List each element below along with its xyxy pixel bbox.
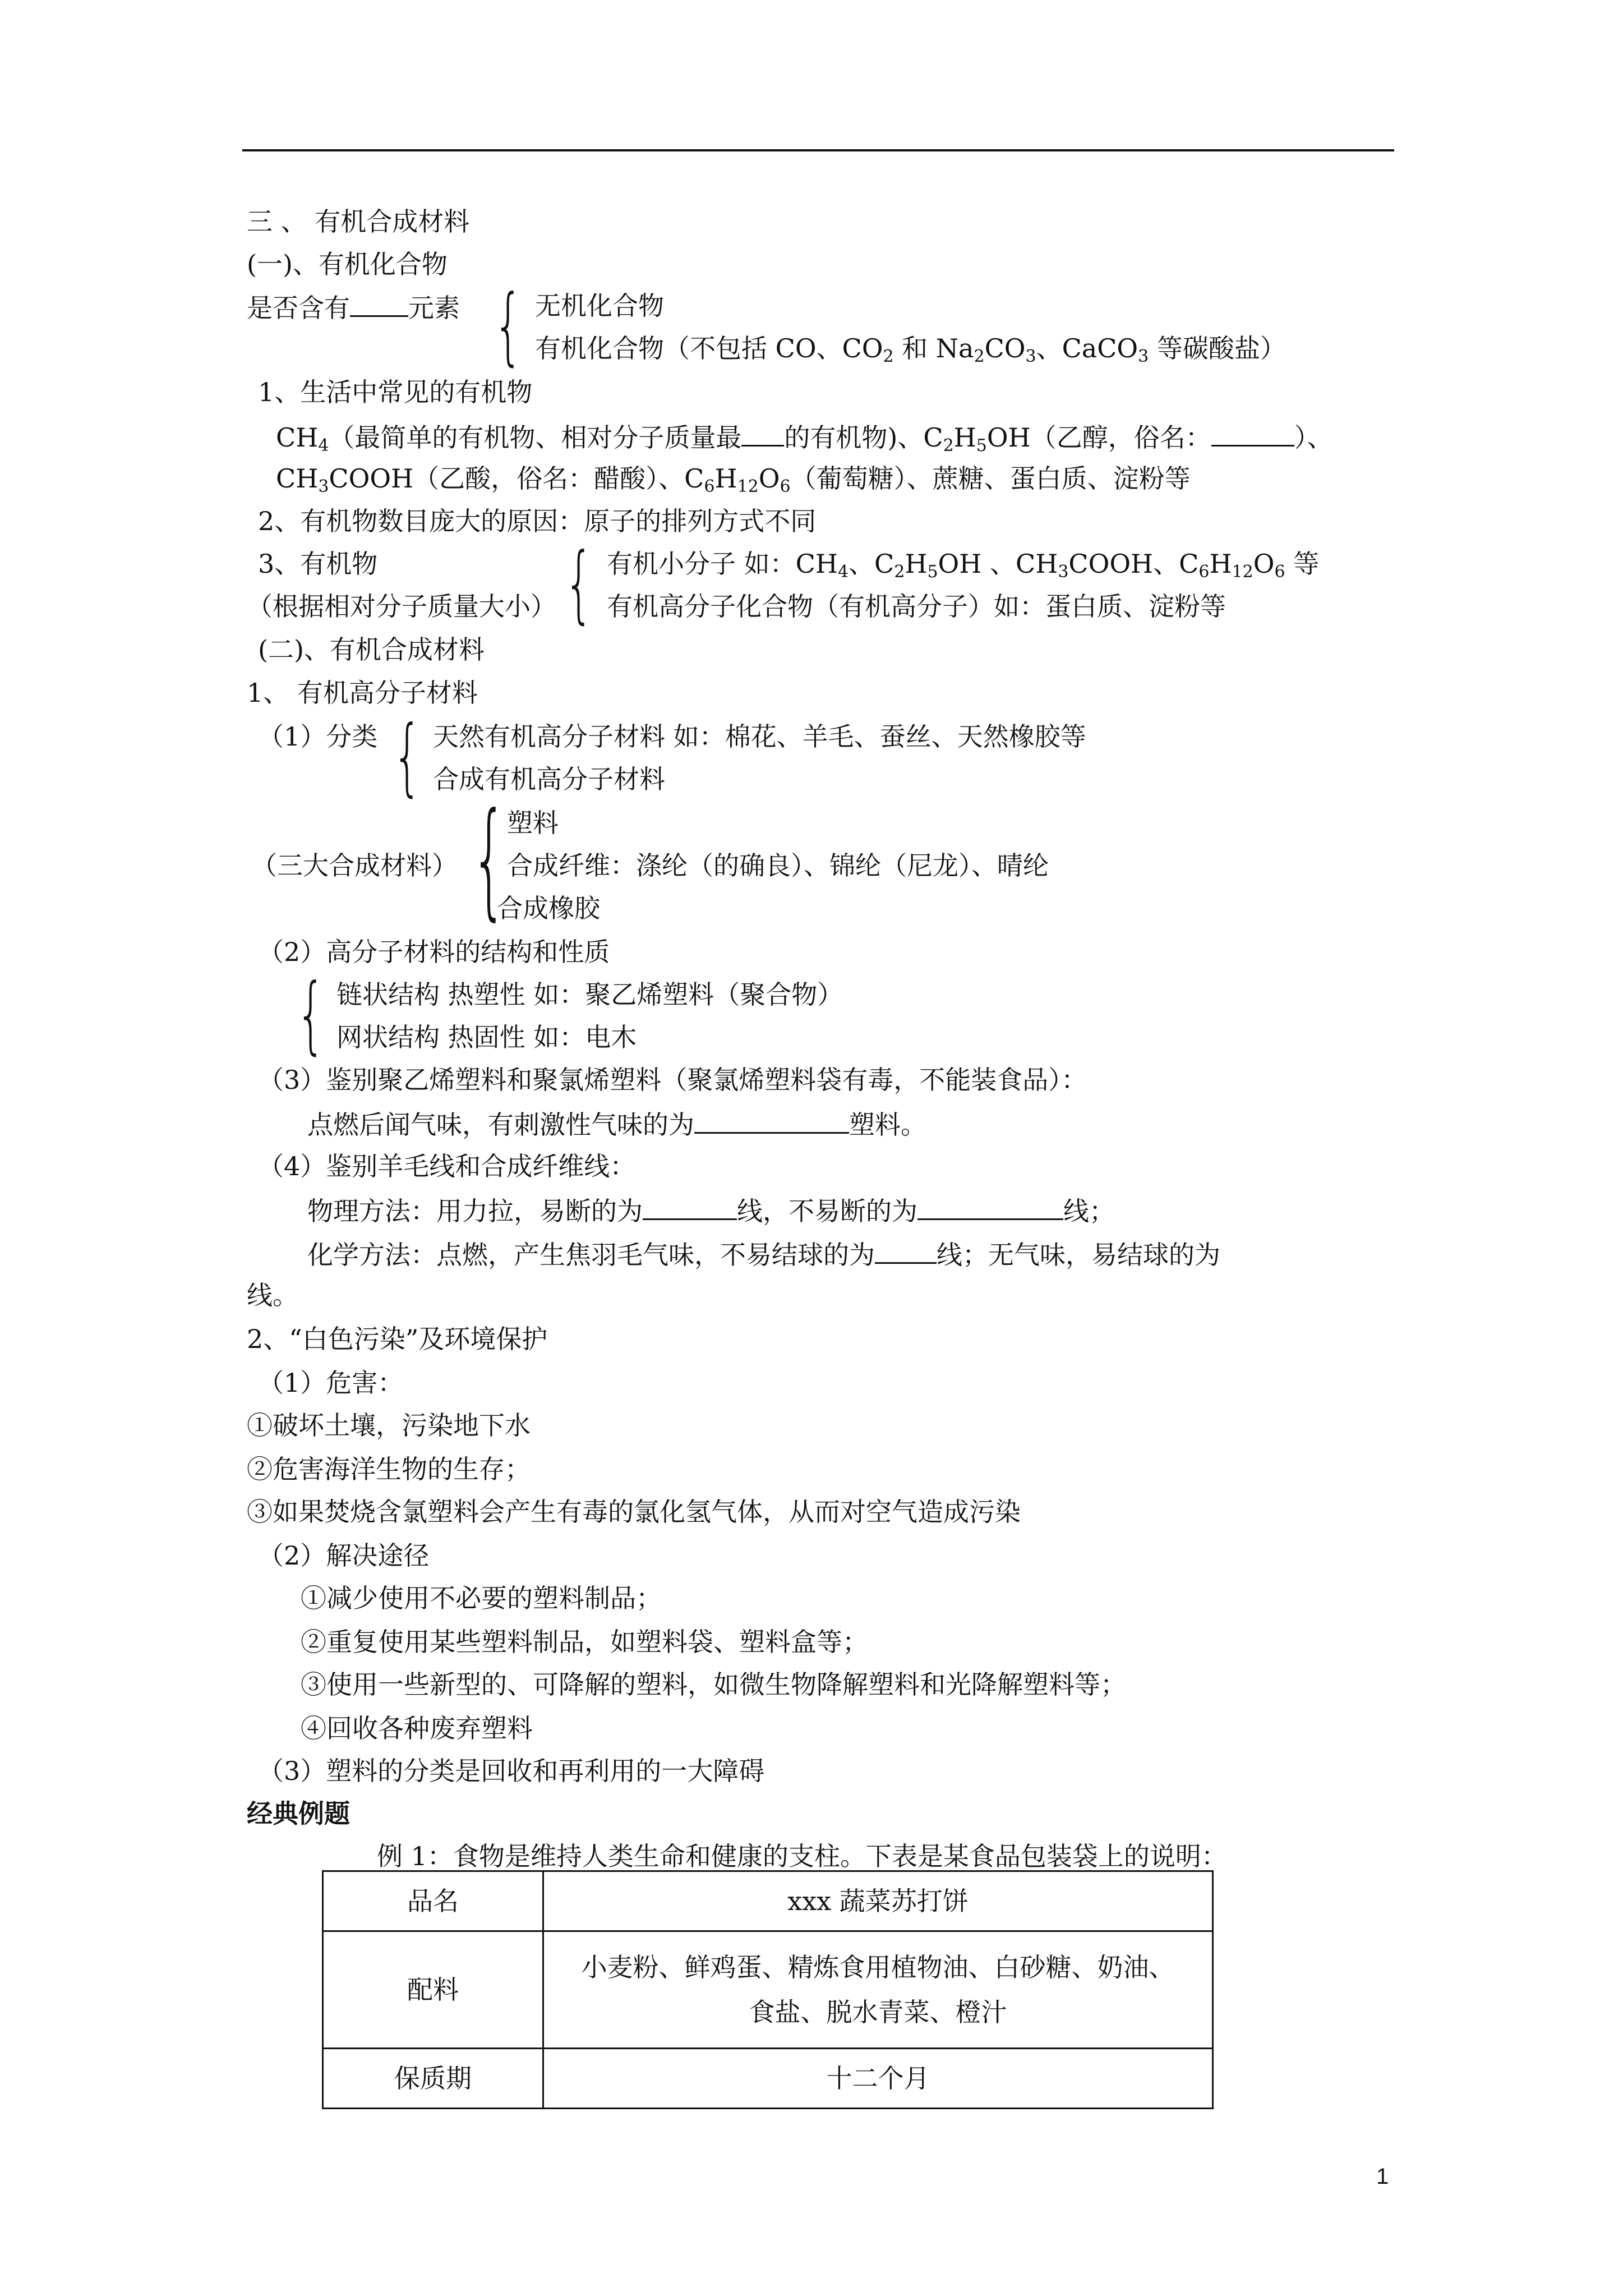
harm-1: ①破坏土壤，污染地下水	[247, 1410, 531, 1441]
structure-heading: （2）高分子材料的结构和性质	[258, 937, 610, 967]
physical-method: 物理方法：用力拉，易断的为 线，不易断的为 线；	[307, 1196, 1115, 1226]
common-organics-line1: $CH_4$（最简单的有机物、相对分子质量最 的有机物)、$C_2H_5OH$（乙醇，俗名： ）、	[276, 422, 1333, 455]
ingredients-value: 小麦粉、鲜鸡蛋、精炼食用植物油、白砂糖、奶油、 食盐、脱水青菜、橙汁	[543, 1931, 1213, 2049]
classification-question: 是否含有 元素	[247, 293, 460, 323]
product-name-label: 品名	[323, 1871, 543, 1931]
network-structure: 网状结构 热固性 如：电木	[336, 1022, 637, 1052]
identify-plastic-heading: （3）鉴别聚乙烯塑料和聚氯烯塑料（聚氯烯塑料袋有毒，不能装食品）：	[258, 1065, 1087, 1095]
identify-fiber-heading: （4）鉴别羊毛线和合成纤维线：	[258, 1151, 636, 1181]
polymer-heading: 1、 有机高分子材料	[247, 678, 478, 708]
natural-synthetic-brace: {	[393, 708, 422, 806]
organic-compound: 有机化合物（不包括 CO、$CO_2$ 和 $Na_2CO_3$、CaCO$_3$ 等碳酸盐）	[535, 333, 1286, 366]
organic-size-brace: {	[564, 535, 594, 633]
harm-2: ②危害海洋生物的生存；	[247, 1454, 531, 1484]
table-row	[323, 1871, 1213, 1931]
blank-physical-hard[interactable]	[917, 1196, 1063, 1220]
solution-2: ②重复使用某些塑料制品，如塑料袋、塑料盒等；	[301, 1627, 868, 1657]
chain-structure: 链状结构 热塑性 如：聚乙烯塑料（聚合物）	[336, 979, 843, 1010]
white-pollution-heading: 2、“白色污染”及环境保护	[247, 1324, 548, 1354]
identify-plastic-text: 点燃后闻气味，有刺激性气味的为 塑料。	[307, 1110, 926, 1140]
plastic: 塑料	[507, 808, 559, 838]
synthetic-fiber: 合成纤维：涤纶（的确良）、锦纶（尼龙）、晴纶	[507, 850, 1049, 881]
product-name-value: xxx 蔬菜苏打饼	[543, 1871, 1213, 1931]
organic-quantity-reason: 2、有机物数目庞大的原因：原子的排列方式不同	[258, 506, 817, 536]
header-rule	[242, 149, 1394, 151]
solution-1: ①减少使用不必要的塑料制品；	[301, 1583, 662, 1613]
shelf-life-label: 保质期	[323, 2049, 543, 2109]
inorganic-compound: 无机化合物	[535, 291, 664, 321]
ingredients-label: 配料	[323, 1931, 543, 2049]
examples-heading: 经典例题	[247, 1798, 350, 1829]
blank-chemical-first[interactable]	[875, 1240, 937, 1264]
food-label-table	[322, 1870, 1214, 2109]
blank-ethanol-name[interactable]	[1211, 422, 1294, 447]
solution-heading: （2）解决途径	[258, 1540, 430, 1571]
classification-label: （1）分类	[258, 721, 378, 752]
harm-heading: （1）危害：	[258, 1368, 404, 1398]
blank-plastic[interactable]	[694, 1110, 849, 1134]
part2-heading: (二)、有机合成材料	[258, 634, 485, 665]
solution-4: ④回收各种废弃塑料	[301, 1713, 533, 1743]
chemical-method-end: 线。	[247, 1280, 298, 1310]
blank-smallest[interactable]	[741, 422, 784, 447]
solution-3: ③使用一些新型的、可降解的塑料，如微生物降解塑料和光降解塑料等；	[301, 1669, 1126, 1700]
blank-physical-easy[interactable]	[643, 1196, 737, 1220]
organic-classification-label: 3、有机物	[258, 549, 378, 579]
page-number: 1	[1376, 2164, 1389, 2189]
synthetic-polymer: 合成有机高分子材料	[433, 764, 665, 794]
harm-3: ③如果焚烧含氯塑料会产生有毒的氯化氢气体，从而对空气造成污染	[247, 1497, 1021, 1527]
chemical-method: 化学方法：点燃，产生焦羽毛气味，不易结球的为 线；无气味，易结球的为	[307, 1240, 1220, 1270]
organic-classification-basis: （根据相对分子质量大小）	[247, 591, 556, 622]
table-row	[323, 2049, 1213, 2109]
blank-element[interactable]	[350, 293, 408, 317]
small-molecule: 有机小分子 如：$CH_4$、$C_2H_5OH$ 、$CH_3COOH$、$C_6H_{12}O_6$ 等	[607, 549, 1320, 582]
three-materials-brace: {	[471, 786, 508, 933]
three-materials-label: （三大合成材料）	[251, 850, 458, 881]
shelf-life-value: 十二个月	[543, 2049, 1213, 2109]
structure-brace: {	[296, 966, 326, 1064]
common-organics-heading: 1、生活中常见的有机物	[258, 377, 533, 407]
section-title: 三 、 有机合成材料	[247, 206, 470, 237]
natural-polymer: 天然有机高分子材料 如：棉花、羊毛、蚕丝、天然橡胶等	[433, 721, 1086, 752]
common-organics-line2: $CH_3COOH$（乙酸，俗名：醋酸）、$C_6H_{12}O_6$（葡萄糖）、蔗糖、蛋白质、淀粉等	[276, 463, 1191, 496]
recycling-obstacle: （3）塑料的分类是回收和再利用的一大障碍	[258, 1756, 765, 1786]
table-row	[323, 1931, 1213, 2049]
synthetic-rubber: 合成橡胶	[497, 893, 600, 923]
large-molecule: 有机高分子化合物（有机高分子）如：蛋白质、淀粉等	[607, 591, 1226, 622]
classification-brace: {	[494, 277, 523, 375]
example-1-prompt: 例 1：食物是维持人类生命和健康的支柱。下表是某食品包装袋上的说明：	[377, 1841, 1227, 1871]
part1-heading: (一)、有机化合物	[247, 249, 448, 279]
